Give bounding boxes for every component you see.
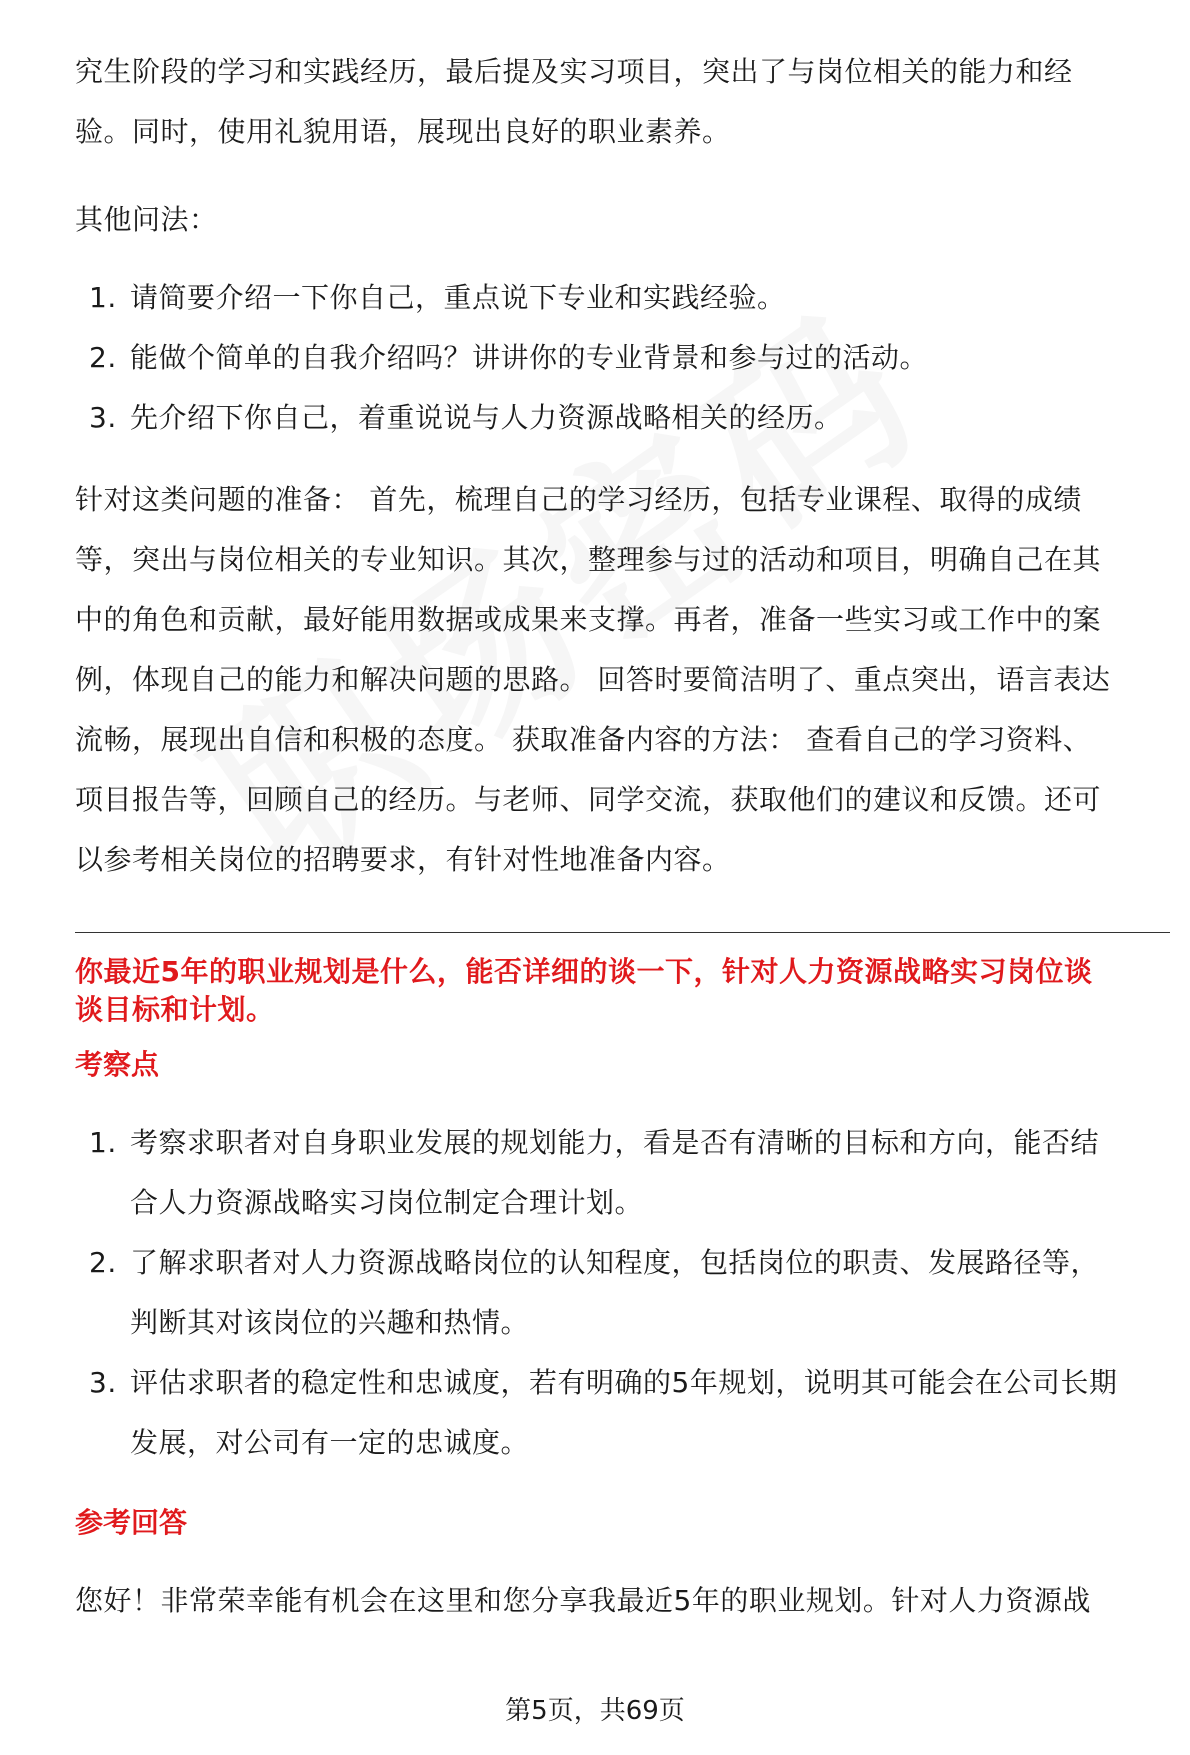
page-content — [75, 42, 1170, 1631]
focus-heading: 考察点 — [75, 1048, 160, 1081]
intro-paragraph — [75, 42, 1170, 162]
prep-line: 例，体现自己的能力和解决问题的思路。 回答时要简洁明了、重点突出，语言表达 — [75, 663, 1111, 696]
focus-points-list — [75, 1113, 1170, 1473]
list-item — [75, 388, 1170, 448]
prep-line: 针对这类问题的准备： 首先，梳理自己的学习经历，包括专业课程、取得的成绩 — [75, 483, 1082, 516]
list-item — [75, 328, 1170, 388]
list-text: 合人力资源战略实习岗位制定合理计划。 — [130, 1186, 644, 1219]
list-item — [75, 1233, 1170, 1353]
prep-line: 流畅，展现出自信和积极的态度。 获取准备内容的方法： 查看自己的学习资料、 — [75, 723, 1092, 756]
prep-line: 以参考相关岗位的招聘要求，有针对性地准备内容。 — [75, 843, 731, 876]
list-text: 评估求职者的稳定性和忠诚度，若有明确的5年规划，说明其可能会在公司长期 — [130, 1366, 1118, 1399]
other-questions-label: 其他问法： — [75, 203, 218, 236]
question-title — [75, 953, 1170, 1029]
other-questions-list — [75, 268, 1170, 448]
list-text: 发展，对公司有一定的忠诚度。 — [130, 1426, 530, 1459]
list-number: 3. — [89, 401, 117, 434]
prep-line: 等，突出与岗位相关的专业知识。其次，整理参与过的活动和项目，明确自己在其 — [75, 543, 1102, 576]
reference-answer-line: 您好！非常荣幸能有机会在这里和您分享我最近5年的职业规划。针对人力资源战 — [75, 1584, 1091, 1617]
preparation-paragraph — [75, 470, 1170, 890]
list-text: 判断其对该岗位的兴趣和热情。 — [130, 1306, 530, 1339]
list-text: 能做个简单的自我介绍吗？讲讲你的专业背景和参与过的活动。 — [130, 341, 929, 374]
question-title-line: 谈目标和计划。 — [75, 993, 275, 1026]
list-text: 先介绍下你自己，着重说说与人力资源战略相关的经历。 — [130, 401, 843, 434]
prep-line: 项目报告等，回顾自己的经历。与老师、同学交流，获取他们的建议和反馈。还可 — [75, 783, 1102, 816]
list-item — [75, 268, 1170, 328]
page-number: 第5页，共69页 — [505, 1696, 685, 1726]
question-title-line: 你最近5年的职业规划是什么，能否详细的谈一下，针对人力资源战略实习岗位谈 — [75, 955, 1093, 988]
list-number: 1. — [89, 281, 117, 314]
list-number: 1. — [89, 1126, 117, 1159]
list-number: 3. — [89, 1366, 117, 1399]
intro-line: 验。同时，使用礼貌用语，展现出良好的职业素养。 — [75, 115, 731, 148]
list-text: 了解求职者对人力资源战略岗位的认知程度，包括岗位的职责、发展路径等， — [130, 1246, 1100, 1279]
reference-heading: 参考回答 — [75, 1506, 188, 1539]
list-number: 2. — [89, 341, 117, 374]
prep-line: 中的角色和贡献，最好能用数据或成果来支撑。再者，准备一些实习或工作中的案 — [75, 603, 1102, 636]
list-text: 请简要介绍一下你自己，重点说下专业和实践经验。 — [130, 281, 786, 314]
list-item — [75, 1113, 1170, 1233]
intro-line: 究生阶段的学习和实践经历，最后提及实习项目，突出了与岗位相关的能力和经 — [75, 55, 1073, 88]
list-number: 2. — [89, 1246, 117, 1279]
list-text: 考察求职者对自身职业发展的规划能力，看是否有清晰的目标和方向，能否结 — [130, 1126, 1100, 1159]
list-item — [75, 1353, 1170, 1473]
